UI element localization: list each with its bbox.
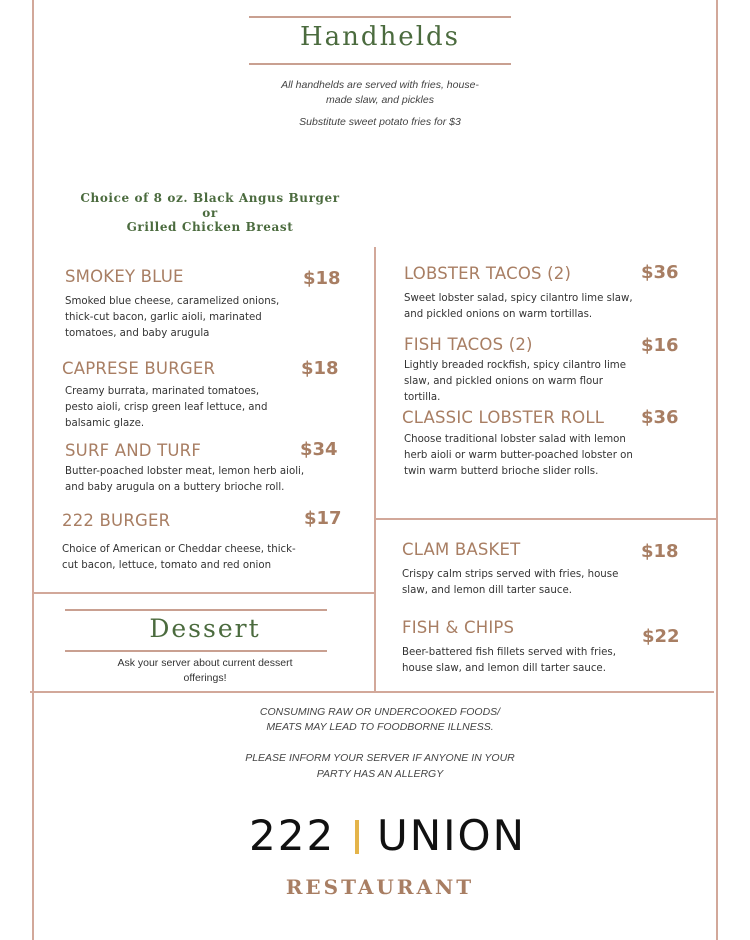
item-desc-lobster-tacos: Sweet lobster salad, spicy cilantro lime slaw, and pickled onions on warm tortillas. — [404, 293, 633, 320]
dessert-note-line1: Ask your server about current dessert — [117, 657, 293, 669]
logo-word: UNION — [377, 811, 527, 860]
choice-line1: Choice of 8 oz. Black Angus Burger — [80, 191, 340, 205]
item-name-clam-basket: CLAM BASKET — [402, 540, 521, 559]
column-divider — [374, 247, 376, 693]
item-name-surf-and-turf: SURF AND TURF — [65, 441, 202, 460]
item-desc-fish-and-chips: Beer-battered fish fillets served with fries, house slaw, and lemon dill tarter sauce. — [402, 647, 616, 674]
left-column-bottom-divider — [32, 592, 375, 594]
allergy-notice-line2: PARTY HAS AN ALLERGY — [316, 768, 444, 780]
dessert-top-rule — [65, 609, 327, 611]
handhelds-top-rule — [249, 16, 511, 18]
item-price-caprese-burger: $18 — [301, 358, 339, 379]
item-name-fish-and-chips: FISH & CHIPS — [402, 618, 515, 637]
choice-line3: Grilled Chicken Breast — [126, 220, 294, 234]
item-price-clam-basket: $18 — [641, 541, 679, 562]
item-name-caprese-burger: CAPRESE BURGER — [62, 359, 216, 378]
item-price-surf-and-turf: $34 — [300, 439, 338, 460]
item-name-classic-lobster-roll: CLASSIC LOBSTER ROLL — [402, 408, 605, 427]
item-desc-222-burger: Choice of American or Cheddar cheese, thick-cut bacon, lettuce, tomato and red onion — [62, 544, 296, 571]
logo-number: 222 — [249, 811, 336, 860]
frame-right-border — [716, 0, 718, 940]
item-price-fish-and-chips: $22 — [642, 626, 680, 647]
item-desc-classic-lobster-roll: Choose traditional lobster salad with lemon herb aioli or warm butter-poached lobster on twin warm butterd brioche slider rolls. — [404, 434, 633, 477]
item-desc-smokey-blue: Smoked blue cheese, caramelized onions, thick-cut bacon, garlic aioli, marinated tomatoes, and baby arugula — [65, 296, 280, 339]
item-name-fish-tacos: FISH TACOS (2) — [404, 335, 533, 354]
raw-food-warning-line2: MEATS MAY LEAD TO FOODBORNE ILLNESS. — [266, 721, 494, 733]
right-column-mid-divider — [374, 518, 717, 520]
raw-food-warning-line1: CONSUMING RAW OR UNDERCOOKED FOODS/ — [259, 706, 501, 718]
handhelds-note-line2: made slaw, and pickles — [326, 94, 434, 106]
dessert-bottom-rule — [65, 650, 327, 652]
substitute-note: Substitute sweet potato fries for $3 — [299, 116, 461, 128]
item-name-lobster-tacos: LOBSTER TACOS (2) — [404, 264, 572, 283]
choice-line2: or — [202, 206, 218, 220]
restaurant-label: RESTAURANT — [285, 875, 475, 899]
handhelds-note-line1: All handhelds are served with fries, house- — [281, 79, 479, 91]
handhelds-title: Handhelds — [300, 22, 460, 52]
dessert-title: Dessert — [149, 614, 261, 643]
logo-accent-bar — [355, 820, 359, 854]
item-desc-fish-tacos: Lightly breaded rockfish, spicy cilantro lime slaw, and pickled onions on warm flour tortilla. — [404, 360, 626, 403]
item-price-smokey-blue: $18 — [303, 268, 341, 289]
item-desc-caprese-burger: Creamy burrata, marinated tomatoes, pesto aioli, crisp green leaf lettuce, and balsamic glaze. — [65, 386, 268, 429]
handhelds-bottom-rule — [249, 63, 511, 65]
item-desc-clam-basket: Crispy calm strips served with fries, house slaw, and lemon dill tarter sauce. — [402, 569, 619, 596]
item-name-smokey-blue: SMOKEY BLUE — [65, 267, 184, 286]
item-price-222-burger: $17 — [304, 508, 342, 529]
item-price-lobster-tacos: $36 — [641, 262, 679, 283]
item-name-222-burger: 222 BURGER — [62, 511, 171, 530]
item-price-fish-tacos: $16 — [641, 335, 679, 356]
frame-left-border — [32, 0, 34, 940]
item-desc-surf-and-turf: Butter-poached lobster meat, lemon herb aioli, and baby arugula on a buttery brioche roll. — [65, 466, 305, 493]
allergy-notice-line1: PLEASE INFORM YOUR SERVER IF ANYONE IN YOUR — [245, 752, 515, 764]
footer-divider — [30, 691, 714, 693]
dessert-note-line2: offerings! — [183, 672, 227, 684]
item-price-classic-lobster-roll: $36 — [641, 407, 679, 428]
